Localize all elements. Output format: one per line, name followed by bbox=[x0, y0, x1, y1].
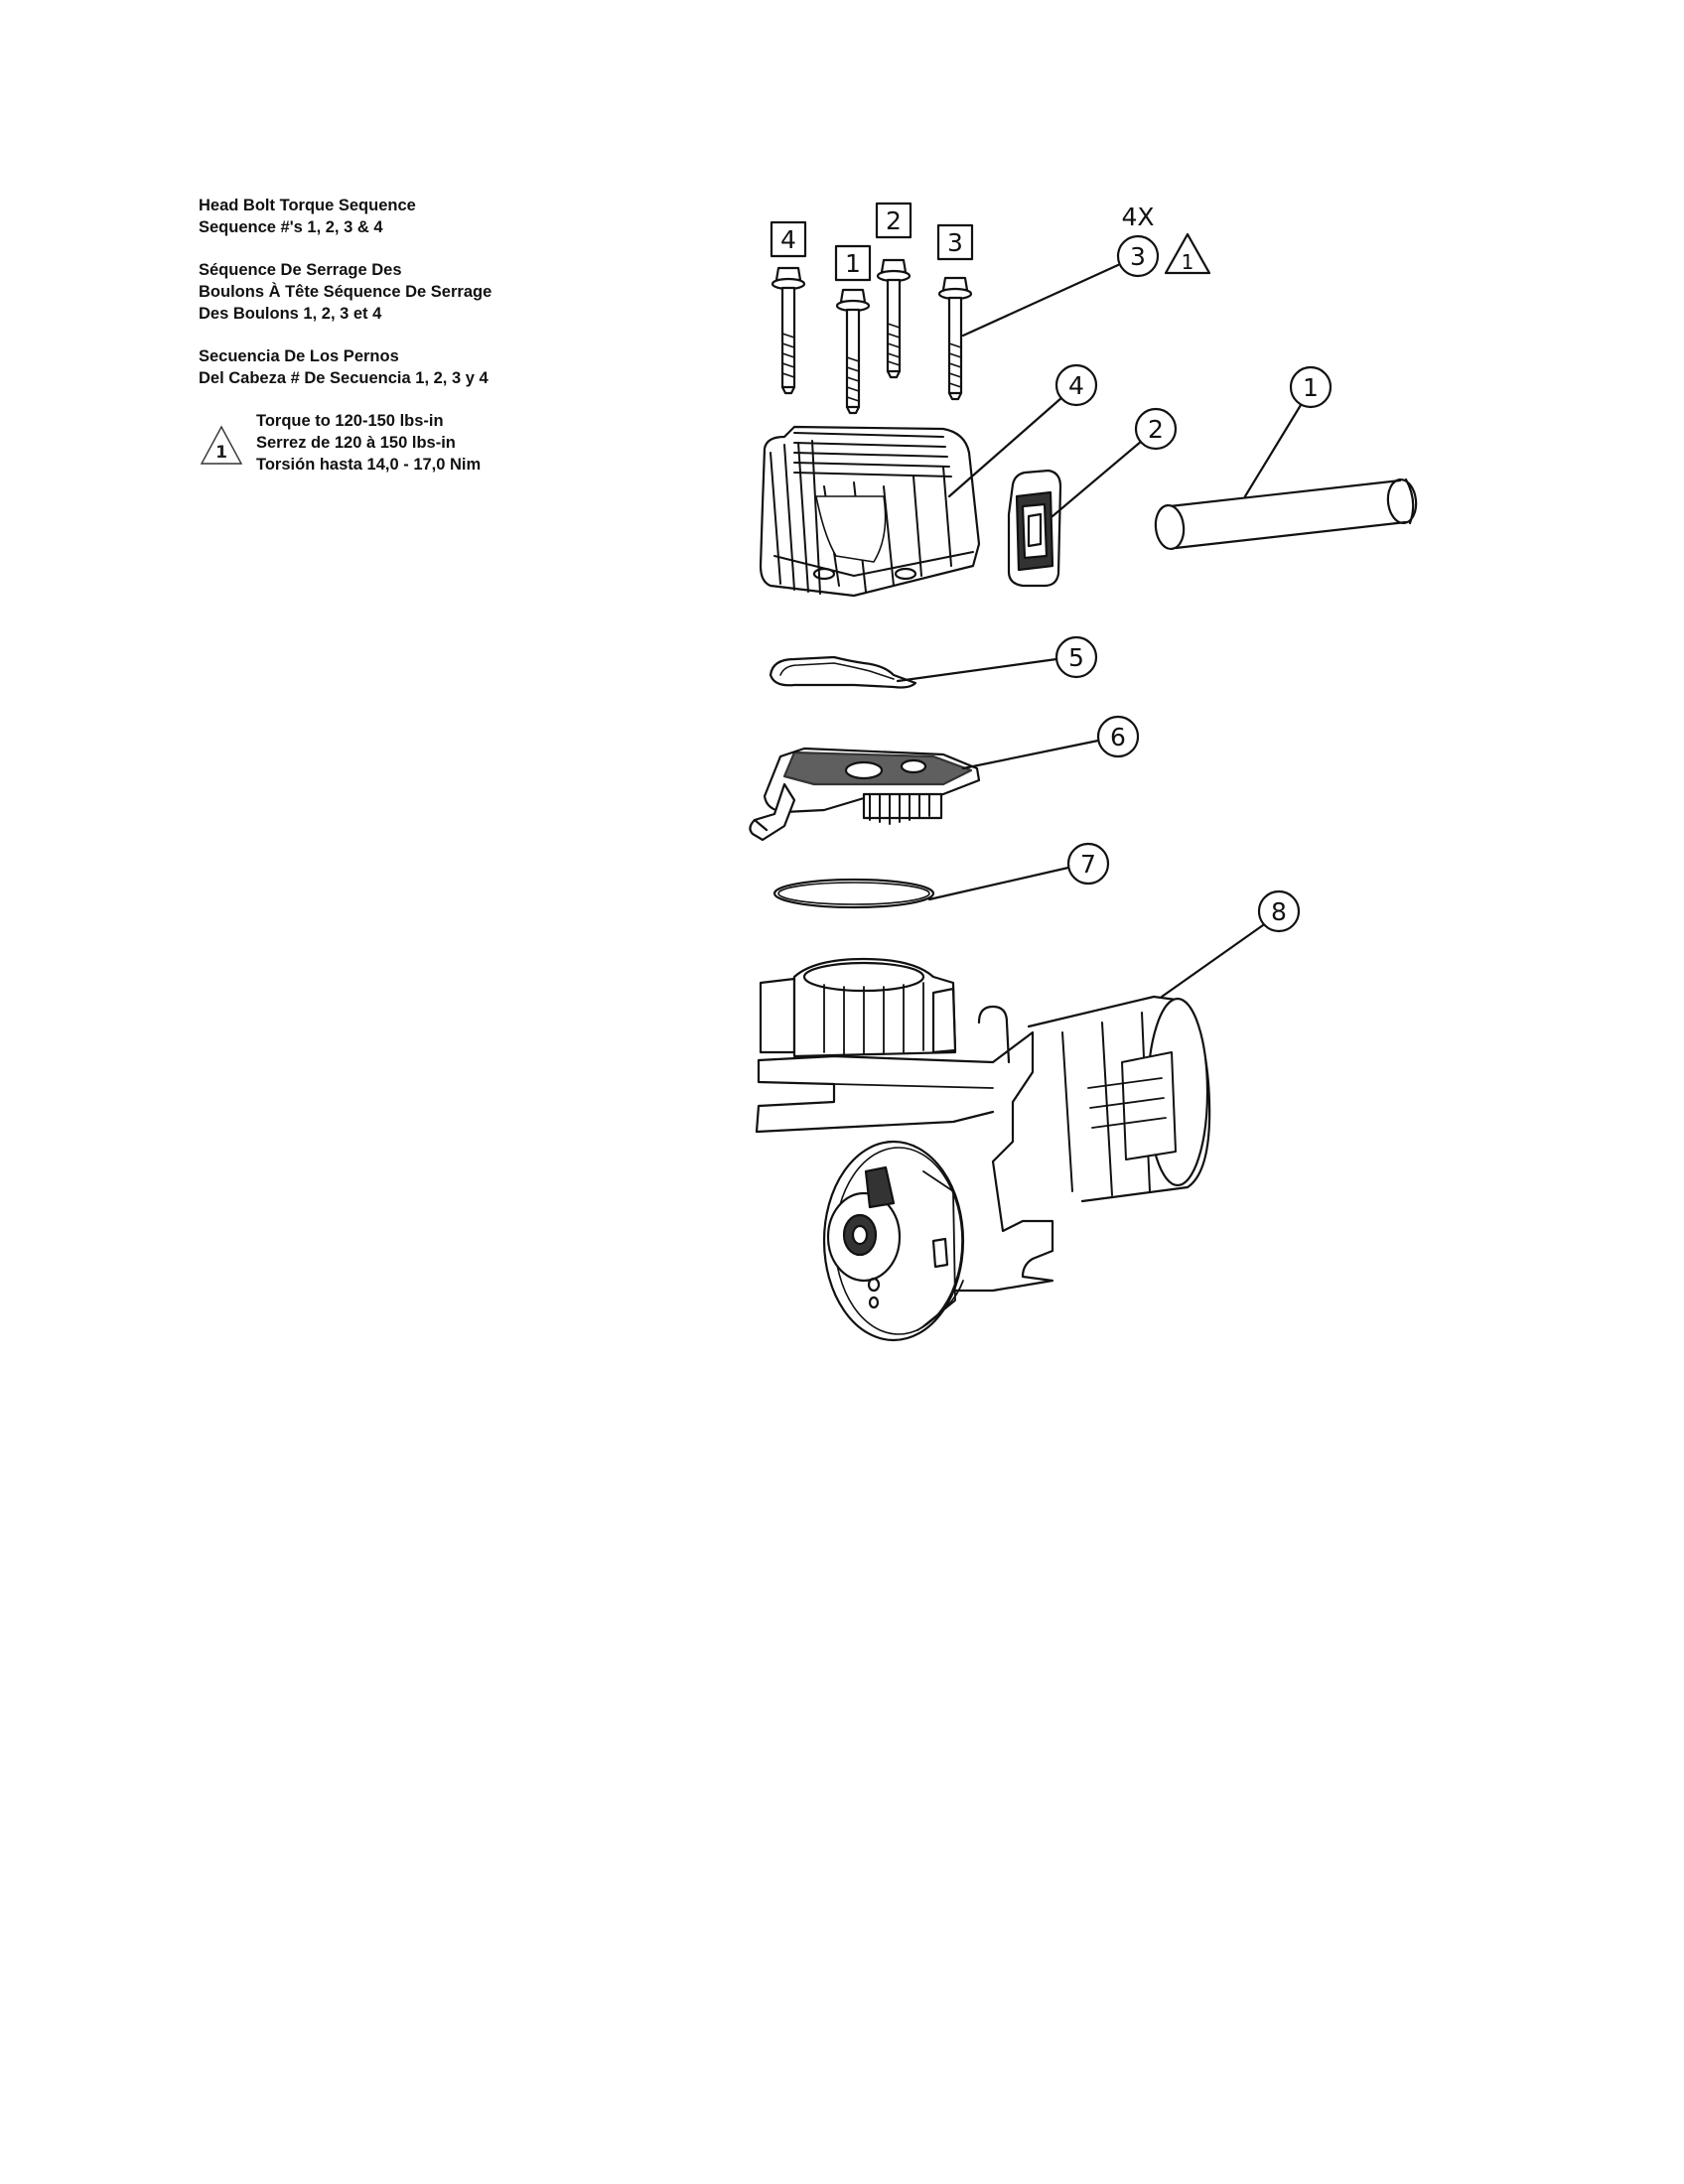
crankcase-motor-assembly bbox=[757, 959, 1209, 1340]
o-ring bbox=[774, 880, 933, 907]
bolt-box-3-label: 3 bbox=[947, 228, 963, 257]
torque-line-spanish: Torsión hasta 14,0 - 17,0 Nim bbox=[256, 456, 482, 474]
torque-line-english: Torque to 120-150 lbs-in bbox=[256, 412, 444, 430]
cylinder-head bbox=[761, 427, 979, 596]
bolt-box-2 bbox=[877, 204, 911, 237]
bolt-box-3 bbox=[938, 225, 972, 259]
quantity-label: 4X bbox=[1121, 203, 1155, 231]
head-bolt-1 bbox=[837, 290, 869, 413]
callout-3-label: 3 bbox=[1130, 242, 1146, 271]
warning-triangle-icon bbox=[1166, 234, 1209, 274]
bolt-box-2-label: 2 bbox=[886, 206, 902, 235]
french-line-2: Boulons À Tête Séquence De Serrage bbox=[199, 283, 492, 301]
callout-7-label: 7 bbox=[1080, 850, 1096, 879]
warning-symbol-text: 1 bbox=[1181, 250, 1194, 274]
callout-3 bbox=[963, 236, 1158, 336]
head-gasket bbox=[771, 657, 915, 688]
english-line-2: Sequence #'s 1, 2, 3 & 4 bbox=[199, 218, 383, 236]
callout-2-label: 2 bbox=[1148, 415, 1164, 444]
tube bbox=[1154, 478, 1418, 551]
callout-2 bbox=[1052, 409, 1176, 516]
bolt-box-4-label: 4 bbox=[780, 225, 796, 254]
callout-7 bbox=[929, 844, 1108, 899]
callout-1 bbox=[1245, 367, 1331, 496]
head-bolt-4 bbox=[772, 268, 804, 393]
callout-8-label: 8 bbox=[1271, 897, 1287, 926]
bolt-box-4 bbox=[772, 222, 805, 256]
head-bolt-2 bbox=[878, 260, 910, 377]
valve-reed bbox=[1009, 471, 1060, 586]
valve-plate bbox=[750, 749, 979, 840]
bolt-box-1 bbox=[836, 246, 870, 280]
callout-1-label: 1 bbox=[1303, 373, 1319, 402]
french-line-3: Des Boulons 1, 2, 3 et 4 bbox=[199, 305, 382, 323]
head-bolt-3 bbox=[939, 278, 971, 399]
spanish-line-2: Del Cabeza # De Secuencia 1, 2, 3 y 4 bbox=[199, 369, 489, 387]
callout-6-label: 6 bbox=[1110, 723, 1126, 751]
english-line-1: Head Bolt Torque Sequence bbox=[199, 197, 416, 214]
callout-5-label: 5 bbox=[1068, 643, 1084, 672]
callout-6 bbox=[963, 717, 1138, 768]
callout-8 bbox=[1162, 891, 1299, 997]
torque-symbol-text: 1 bbox=[215, 443, 227, 463]
french-line-1: Séquence De Serrage Des bbox=[199, 261, 402, 279]
callout-4-label: 4 bbox=[1068, 371, 1084, 400]
bolt-box-1-label: 1 bbox=[845, 249, 861, 278]
callout-5 bbox=[898, 637, 1096, 681]
spanish-line-1: Secuencia De Los Pernos bbox=[199, 347, 399, 365]
torque-line-french: Serrez de 120 à 150 lbs-in bbox=[256, 434, 456, 452]
